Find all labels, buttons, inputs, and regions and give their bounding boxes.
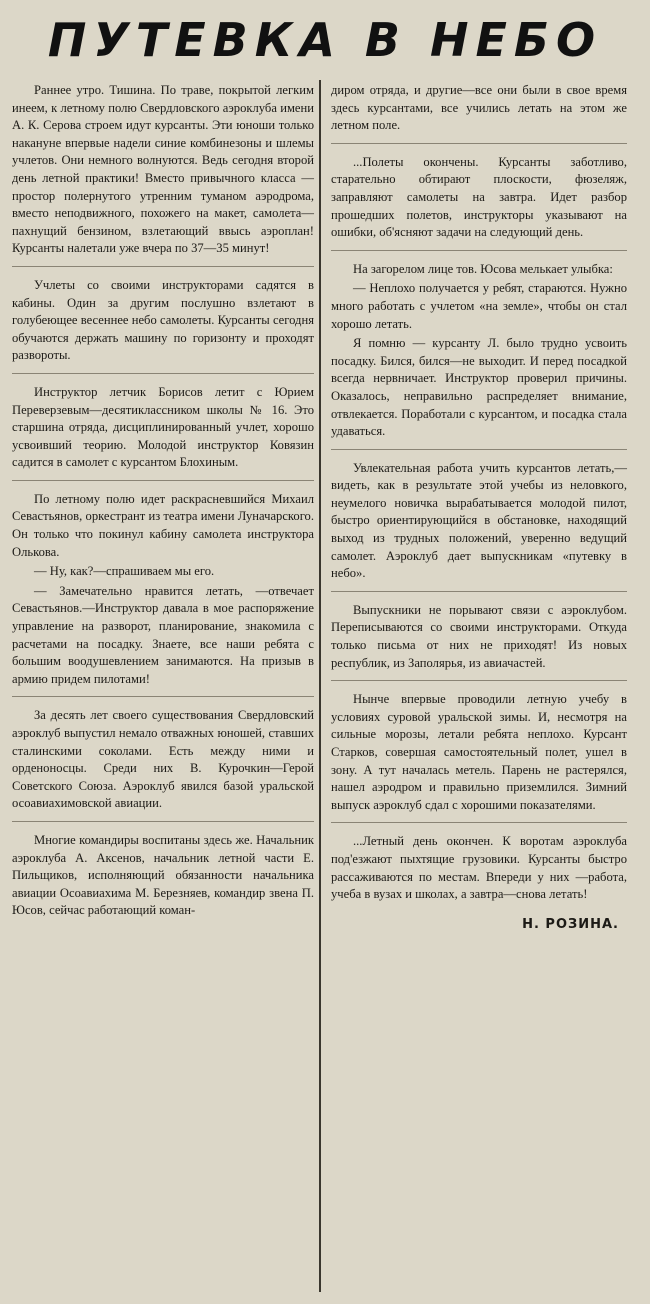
article-headline: ПУТЕВКА В НЕБО: [47, 13, 603, 67]
paragraph: ...Полеты окончены. Курсанты заботливо, старательно обтирают плоскости, фюзеляж, заправляют самолеты на завтра. Идет разбор прошедших полетов, инструкторы указывают на ошибки, об'ясняют задачи на следующий день.: [331, 154, 627, 251]
column-divider: [319, 80, 321, 1292]
paragraph: На загорелом лице тов. Юсова мелькает улыбка:: [353, 261, 613, 276]
dialogue-line: — Ну, как?—спрашиваем мы его.: [34, 564, 215, 579]
dialogue-line: — Неплохо получается у ребят, стараются. Нужно много работать с учлетом «на земле», чтобы он стал хорошо летать.: [331, 281, 627, 331]
paragraph: Увлекательная работа учить курсантов летать,—видеть, как в результате этой учебы из неловкого, неумелого новичка вырабатывается молодой пилот, быстро ориентирующийся в обстановке, находящий выход из трудных положений, уверенно ведущий самолет. Аэроклуб дает выпускникам «путевку в небо».: [331, 460, 627, 592]
paragraph: диром отряда, и другие—все они были в свое время здесь курсантами, все учились летать на этом же летном поле.: [331, 82, 627, 144]
left-column: [12, 82, 314, 920]
paragraph: Я помню — курсанту Л. было трудно усвоить посадку. Бился, бился—не выходит. И перед посадкой всегда нервничает. Инструктор проверил причины. Оказалось, неправильно распределяет внимание, отвлекается. Поработали с курсантом, и посадка стала удаваться.: [331, 335, 627, 450]
author-signature: Н. РОЗИНА.: [522, 916, 619, 932]
paragraph: Инструктор летчик Борисов летит с Юрием Переверзевым—десятиклассником школы № 16. Это старшина отряда, дисциплинированный учлет, хорошо усвоивший теорию. Молодой инструктор Ковязин садится в самолет с курсантом Блохиным.: [12, 384, 314, 481]
paragraph: Раннее утро. Тишина. По траве, покрытой легким инеем, к летному полю Свердловского аэроклуба имени А. К. Серова строем идут курсанты. Эти юноши только накануне впервые надели синие комбинезоны и шлемы учлетов. Они немного волнуются. Ведь сегодня второй день летной практики! Вместо привычного класса —простор полернутого утренним туманом аэродрома, вместо неподвижного, похожего на макет, самолета—пахнущий бензином, взлетающий ввысь аэроплан! Курсанты налетали уже вчера по 37—35 минут!: [12, 82, 314, 267]
paragraph: Учлеты со своими инструкторами садятся в кабины. Один за другим послушно взлетают в голубеющее весеннее небо самолеты. Курсанты сегодня обучаются держать машину по горизонту и проходят развороты.: [12, 277, 314, 374]
paragraph: Многие командиры воспитаны здесь же. Начальник аэроклуба А. Аксенов, начальник летной части Е. Пильщиков, исполняющий обязанности начальника авиации Осоавиахима М. Березняев, командир звена П. Юсов, сейчас работающий коман-: [12, 832, 314, 918]
paragraph: ...Летный день окончен. К воротам аэроклуба под'езжают пыхтящие грузовики. Курсанты быстро рассаживаются по местам. Впереди у них —работа, учеба в вузах и школах, а завтра—снова летать!: [331, 834, 627, 902]
right-column: [331, 82, 627, 933]
paragraph: Выпускники не порывают связи с аэроклубом. Переписываются со своими инструкторами. Откуда только письма от них не приходят! Из новых республик, из Заполярья, из авиачастей.: [331, 602, 627, 681]
dialogue-line: — Замечательно нравится летать, —отвечает Севастьянов.—Инструктор давала в мое распоряжение управление на разворот, планирование, знакомила с расчетами на посадку. Знаете, все наши ребята с большим воодушевлением занимаются. На призыв в армию придем пилотами!: [12, 583, 314, 698]
paragraph: За десять лет своего существования Свердловский аэроклуб выпустил немало отважных юношей, ставших сталинскими соколами. Есть между ними и орденоносцы. Среди них В. Курочкин—Герой Советского Союза. Аэроклуб явился базой уральской осоавиахимовской авиации.: [12, 707, 314, 822]
paragraph: Нынче впервые проводили летную учебу в условиях суровой уральской зимы. И, несмотря на сильные морозы, летали ребята неплохо. Курсант Старков, совершая самостоятельный полет, ушел в зону. А тут началась метель. Парень не растерялся, нашел аэродром и правильно приземлился. Зимний выпуск аэроклуб сдал с хорошими показателями.: [331, 691, 627, 823]
paragraph: По летному полю идет раскрасневшийся Михаил Севастьянов, оркестрант из театра имени Луначарского. Он только что покинул кабину самолета инструктора Олькова.: [12, 491, 314, 559]
